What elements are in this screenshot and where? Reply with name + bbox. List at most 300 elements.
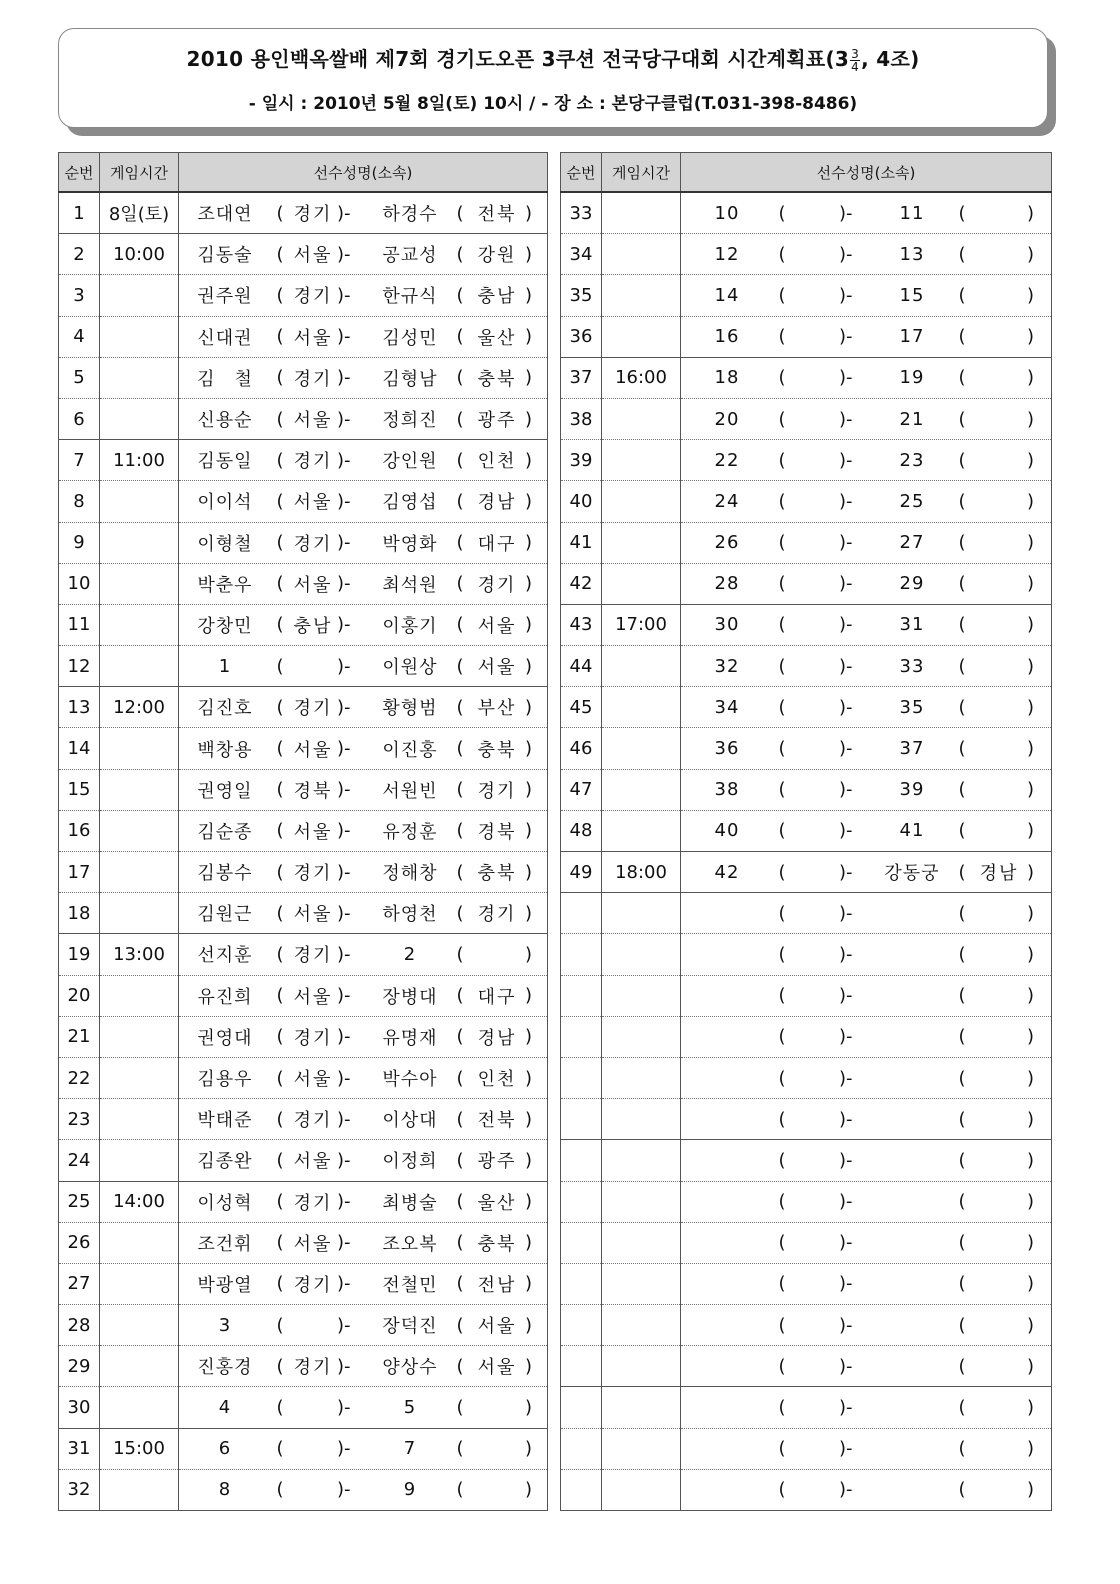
close-paren: ) (525, 738, 533, 760)
match (681, 358, 1051, 398)
game-time (602, 728, 681, 769)
match-cell (681, 1428, 1052, 1469)
match (681, 811, 1051, 851)
open-paren: ( (456, 779, 464, 801)
open-paren: ( (958, 284, 966, 306)
game-time (100, 810, 179, 851)
player1-name: 24 (714, 490, 740, 512)
row-number: 7 (59, 440, 100, 481)
open-paren: ( (778, 1438, 786, 1460)
match-cell (179, 1057, 548, 1098)
table-row (59, 1263, 548, 1304)
open-paren: ( (276, 861, 284, 883)
open-paren: ( (778, 861, 786, 883)
open-paren: ( (778, 943, 786, 965)
close-paren: ) (525, 367, 533, 389)
player2-name: 9 (403, 1479, 417, 1501)
match-cell (681, 687, 1052, 728)
player1-name: 박춘우 (197, 574, 253, 596)
open-paren: ( (958, 532, 966, 554)
player2-affiliation: 대구 (477, 533, 517, 555)
player2-affiliation: 서울 (477, 1357, 517, 1379)
match (179, 1429, 547, 1469)
close-paren-dash: )- (337, 1397, 351, 1419)
match-cell (179, 1469, 548, 1510)
table-row (561, 893, 1052, 934)
player2-name: 이상대 (382, 1110, 438, 1132)
player1-name: 조대연 (197, 204, 253, 226)
close-paren: ) (1027, 696, 1035, 718)
player1-affiliation: 서울 (293, 904, 333, 926)
row-number: 41 (561, 522, 602, 563)
match-cell (681, 1263, 1052, 1304)
player2-name: 한규식 (382, 286, 438, 308)
player2-name: 41 (899, 820, 925, 842)
row-number (561, 1428, 602, 1469)
open-paren: ( (276, 985, 284, 1007)
open-paren: ( (958, 1232, 966, 1254)
table-row (561, 1099, 1052, 1140)
close-paren-dash: )- (839, 1067, 853, 1089)
game-time (602, 234, 681, 275)
row-number (561, 893, 602, 934)
player2-name: 정희진 (382, 410, 438, 432)
open-paren: ( (276, 614, 284, 636)
table-row (561, 1016, 1052, 1057)
close-paren-dash: )- (839, 449, 853, 471)
player1-affiliation: 서울 (293, 492, 333, 514)
open-paren: ( (276, 820, 284, 842)
table-row (59, 234, 548, 275)
open-paren: ( (778, 1108, 786, 1130)
table-row (59, 1428, 548, 1469)
match (179, 1099, 547, 1139)
match (179, 770, 547, 810)
player2-affiliation: 강원 (477, 245, 517, 267)
close-paren: ) (525, 985, 533, 1007)
close-paren: ) (1027, 243, 1035, 265)
game-time (100, 1346, 179, 1387)
match-cell (179, 1263, 548, 1304)
table-row (59, 975, 548, 1016)
row-number (561, 934, 602, 975)
player1-name: 신용순 (197, 410, 253, 432)
close-paren: ) (1027, 449, 1035, 471)
game-time (100, 1016, 179, 1057)
player2-name: 37 (899, 738, 925, 760)
row-number: 20 (59, 975, 100, 1016)
match-cell (681, 398, 1052, 439)
player2-name: 35 (899, 696, 925, 718)
player2-name: 2 (403, 943, 417, 965)
player2-name: 5 (403, 1397, 417, 1419)
match (681, 1429, 1051, 1469)
table-row (59, 398, 548, 439)
match-cell (681, 1057, 1052, 1098)
open-paren: ( (456, 1397, 464, 1419)
close-paren: ) (1027, 1232, 1035, 1254)
open-paren: ( (958, 202, 966, 224)
open-paren: ( (456, 1273, 464, 1295)
close-paren-dash: )- (337, 902, 351, 924)
open-paren: ( (778, 532, 786, 554)
match (179, 1387, 547, 1427)
match (681, 1264, 1051, 1304)
close-paren-dash: )- (337, 655, 351, 677)
open-paren: ( (456, 943, 464, 965)
player2-affiliation: 경북 (477, 821, 517, 843)
row-number (561, 1305, 602, 1346)
player1-name: 김원근 (197, 904, 253, 926)
game-time (602, 563, 681, 604)
close-paren-dash: )- (337, 243, 351, 265)
player2-name: 김영섭 (382, 492, 438, 514)
row-number: 4 (59, 316, 100, 357)
close-paren-dash: )- (839, 243, 853, 265)
close-paren-dash: )- (337, 367, 351, 389)
open-paren: ( (778, 573, 786, 595)
open-paren: ( (778, 1149, 786, 1171)
player2-name: 하영천 (382, 904, 438, 926)
schedule-table-right (560, 152, 1052, 1511)
open-paren: ( (276, 1026, 284, 1048)
table-row (59, 852, 548, 893)
game-time (100, 1099, 179, 1140)
player2-name: 11 (899, 202, 925, 224)
game-time: 13:00 (100, 934, 179, 975)
open-paren: ( (778, 1191, 786, 1213)
open-paren: ( (276, 1397, 284, 1419)
player1-name: 10 (714, 202, 740, 224)
player1-name: 김순종 (197, 821, 253, 843)
game-time (602, 440, 681, 481)
schedule-table-left (58, 152, 548, 1511)
close-paren: ) (1027, 1273, 1035, 1295)
close-paren: ) (1027, 1108, 1035, 1130)
close-paren: ) (525, 614, 533, 636)
player1-affiliation: 경북 (293, 780, 333, 802)
match (681, 687, 1051, 727)
open-paren: ( (456, 614, 464, 636)
row-number: 18 (59, 893, 100, 934)
player1-name: 강창민 (197, 615, 253, 637)
close-paren: ) (1027, 1355, 1035, 1377)
close-paren: ) (525, 696, 533, 718)
table-row (59, 810, 548, 851)
close-paren-dash: )- (839, 1355, 853, 1377)
match (179, 481, 547, 521)
player2-name: 15 (899, 284, 925, 306)
player1-name: 신대권 (197, 327, 253, 349)
match (681, 605, 1051, 645)
open-paren: ( (456, 1191, 464, 1213)
player2-name: 강동궁 (884, 863, 940, 885)
player1-name: 26 (714, 532, 740, 554)
match-cell (179, 1305, 548, 1346)
table-row (561, 398, 1052, 439)
close-paren-dash: )- (337, 696, 351, 718)
row-number: 23 (59, 1099, 100, 1140)
open-paren: ( (456, 1149, 464, 1171)
match (179, 1305, 547, 1345)
open-paren: ( (958, 1355, 966, 1377)
close-paren: ) (525, 1397, 533, 1419)
game-time (602, 1016, 681, 1057)
player1-name: 8 (218, 1479, 232, 1501)
close-paren-dash: )- (839, 532, 853, 554)
close-paren-dash: )- (337, 1438, 351, 1460)
close-paren: ) (1027, 655, 1035, 677)
match-cell (179, 687, 548, 728)
game-time (100, 1222, 179, 1263)
player2-affiliation: 전남 (477, 1274, 517, 1296)
close-paren-dash: )- (337, 779, 351, 801)
player1-name: 6 (218, 1438, 232, 1460)
game-time (602, 1305, 681, 1346)
open-paren: ( (778, 449, 786, 471)
column-header-time: 게임시간 (100, 153, 179, 193)
open-paren: ( (778, 1479, 786, 1501)
player1-name: 12 (714, 243, 740, 265)
column-header-time: 게임시간 (602, 153, 681, 193)
close-paren: ) (525, 243, 533, 265)
row-number: 2 (59, 234, 100, 275)
match (681, 1387, 1051, 1427)
player1-name: 32 (714, 655, 740, 677)
title-box (58, 28, 1048, 128)
table-row (561, 852, 1052, 893)
row-number: 3 (59, 275, 100, 316)
table-row (59, 1057, 548, 1098)
match (681, 1058, 1051, 1098)
open-paren: ( (276, 367, 284, 389)
open-paren: ( (276, 1314, 284, 1336)
open-paren: ( (456, 985, 464, 1007)
close-paren: ) (525, 408, 533, 430)
table-row (59, 1469, 548, 1510)
player1-name: 박태준 (197, 1110, 253, 1132)
close-paren: ) (525, 779, 533, 801)
player2-affiliation: 경기 (477, 904, 517, 926)
close-paren-dash: )- (839, 614, 853, 636)
match (681, 523, 1051, 563)
match-cell (681, 934, 1052, 975)
title-fraction-denominator: 4 (851, 60, 860, 74)
open-paren: ( (276, 243, 284, 265)
row-number: 26 (59, 1222, 100, 1263)
player1-name: 20 (714, 408, 740, 430)
player1-affiliation: 서울 (293, 1151, 333, 1173)
close-paren-dash: )- (337, 1314, 351, 1336)
close-paren-dash: )- (337, 943, 351, 965)
player2-name: 29 (899, 573, 925, 595)
match-cell (179, 728, 548, 769)
table-row (59, 192, 548, 234)
table-row (59, 604, 548, 645)
column-header-players: 선수성명(소속) (179, 153, 548, 193)
close-paren: ) (525, 1355, 533, 1377)
row-number: 35 (561, 275, 602, 316)
row-number (561, 1057, 602, 1098)
close-paren: ) (1027, 1026, 1035, 1048)
close-paren: ) (1027, 902, 1035, 924)
match-cell (681, 852, 1052, 893)
open-paren: ( (778, 902, 786, 924)
column-header-no: 순번 (59, 153, 100, 193)
player1-name: 권영대 (197, 1027, 253, 1049)
table-row (561, 522, 1052, 563)
row-number (561, 1016, 602, 1057)
game-time (602, 646, 681, 687)
open-paren: ( (958, 408, 966, 430)
player2-affiliation: 부산 (477, 698, 517, 720)
close-paren-dash: )- (839, 573, 853, 595)
row-number: 44 (561, 646, 602, 687)
column-header-no: 순번 (561, 153, 602, 193)
close-paren-dash: )- (337, 1191, 351, 1213)
match-cell (681, 563, 1052, 604)
table-row (59, 1016, 548, 1057)
player2-affiliation: 경기 (477, 574, 517, 596)
match (179, 1017, 547, 1057)
open-paren: ( (276, 408, 284, 430)
player2-affiliation: 울산 (477, 327, 517, 349)
table-row (561, 1057, 1052, 1098)
match (179, 811, 547, 851)
match (179, 976, 547, 1016)
match (179, 934, 547, 974)
player2-affiliation: 인천 (477, 1069, 517, 1091)
player1-name: 28 (714, 573, 740, 595)
close-paren-dash: )- (337, 284, 351, 306)
close-paren-dash: )- (839, 367, 853, 389)
match (681, 399, 1051, 439)
game-time (602, 1346, 681, 1387)
close-paren-dash: )- (337, 1026, 351, 1048)
player1-name: 3 (218, 1314, 232, 1336)
close-paren-dash: )- (337, 1232, 351, 1254)
table-row (561, 1387, 1052, 1428)
match (179, 1140, 547, 1180)
open-paren: ( (778, 1355, 786, 1377)
game-time (602, 316, 681, 357)
open-paren: ( (276, 902, 284, 924)
close-paren-dash: )- (839, 655, 853, 677)
match-cell (681, 604, 1052, 645)
player2-name: 전철민 (382, 1274, 438, 1296)
table-row (561, 646, 1052, 687)
match (681, 1099, 1051, 1139)
table-header-row (561, 153, 1052, 193)
table-row (561, 604, 1052, 645)
player2-affiliation: 충북 (477, 739, 517, 761)
close-paren-dash: )- (839, 1397, 853, 1419)
open-paren: ( (456, 696, 464, 718)
row-number: 36 (561, 316, 602, 357)
match-cell (179, 1016, 548, 1057)
open-paren: ( (456, 367, 464, 389)
row-number: 8 (59, 481, 100, 522)
close-paren: ) (1027, 614, 1035, 636)
table-row (59, 934, 548, 975)
open-paren: ( (778, 408, 786, 430)
match (681, 440, 1051, 480)
open-paren: ( (456, 1479, 464, 1501)
open-paren: ( (276, 1067, 284, 1089)
row-number: 33 (561, 192, 602, 234)
match (179, 234, 547, 274)
row-number (561, 1222, 602, 1263)
open-paren: ( (276, 1438, 284, 1460)
open-paren: ( (276, 532, 284, 554)
match-cell (681, 522, 1052, 563)
title-fraction-numerator: 3 (851, 47, 860, 61)
table-row (59, 1099, 548, 1140)
player1-affiliation: 서울 (293, 986, 333, 1008)
player1-name: 30 (714, 614, 740, 636)
title-text-pre: 2010 용인백옥쌀배 제7회 경기도오픈 3쿠션 전국당구대회 시간계획표(3 (186, 47, 850, 71)
open-paren: ( (958, 943, 966, 965)
game-time (602, 1181, 681, 1222)
match (179, 687, 547, 727)
close-paren: ) (1027, 1479, 1035, 1501)
open-paren: ( (958, 326, 966, 348)
row-number: 15 (59, 769, 100, 810)
table-row (561, 769, 1052, 810)
row-number: 38 (561, 398, 602, 439)
game-time: 18:00 (602, 852, 681, 893)
match-cell (681, 1016, 1052, 1057)
open-paren: ( (456, 738, 464, 760)
close-paren-dash: )- (839, 985, 853, 1007)
close-paren: ) (525, 943, 533, 965)
open-paren: ( (958, 1314, 966, 1336)
open-paren: ( (958, 614, 966, 636)
open-paren: ( (456, 1438, 464, 1460)
close-paren: ) (525, 284, 533, 306)
close-paren-dash: )- (839, 943, 853, 965)
game-time (602, 687, 681, 728)
open-paren: ( (456, 1232, 464, 1254)
row-number (561, 1099, 602, 1140)
match-cell (681, 728, 1052, 769)
open-paren: ( (958, 367, 966, 389)
open-paren: ( (958, 696, 966, 718)
game-time: 17:00 (602, 604, 681, 645)
player2-name: 공교성 (382, 245, 438, 267)
close-paren-dash: )- (839, 1438, 853, 1460)
table-row (59, 522, 548, 563)
table-row (561, 687, 1052, 728)
row-number: 16 (59, 810, 100, 851)
row-number: 21 (59, 1016, 100, 1057)
row-number: 28 (59, 1305, 100, 1346)
player1-affiliation: 서울 (293, 739, 333, 761)
match-cell (681, 316, 1052, 357)
match-cell (179, 1181, 548, 1222)
player2-affiliation: 울산 (477, 1192, 517, 1214)
match (179, 440, 547, 480)
match (179, 1470, 547, 1510)
open-paren: ( (958, 902, 966, 924)
close-paren: ) (1027, 985, 1035, 1007)
game-time (100, 1387, 179, 1428)
game-time (100, 522, 179, 563)
game-time (100, 275, 179, 316)
player1-affiliation: 경기 (293, 698, 333, 720)
open-paren: ( (276, 573, 284, 595)
player2-name: 박수아 (382, 1069, 438, 1091)
